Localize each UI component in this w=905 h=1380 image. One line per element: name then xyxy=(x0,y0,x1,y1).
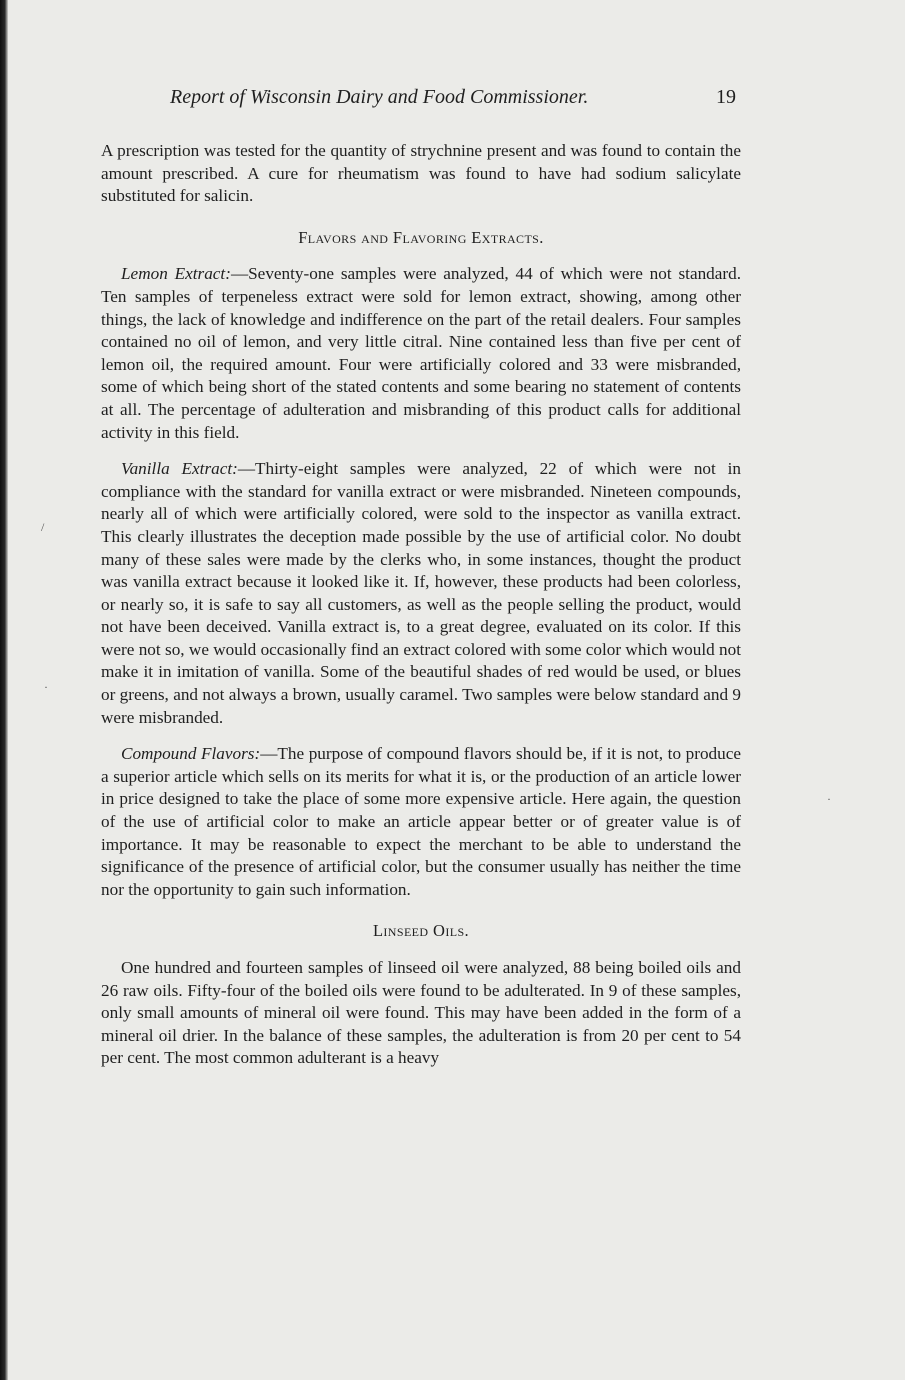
lemon-extract-text: —Seventy-one samples were analyzed, 44 of which were not standard. Ten samples of terpeneless extract were sold for lemon extract, showing, among other things, the lack of knowledge and indifference on the part of the retail dealers. Four samples contained no oil of lemon, and very little citral. Nine contained less than five per cent of lemon oil, the required amount. Four were artificially colored and 33 were misbranded, some of which being short of the stated contents and some bearing no statement of contents at all. The percentage of adulteration and misbranding of this product calls for additional activity in this field. xyxy=(101,264,741,442)
running-title: Report of Wisconsin Dairy and Food Commissioner. xyxy=(170,86,589,108)
vanilla-extract-paragraph xyxy=(101,458,741,729)
page-body xyxy=(101,140,741,1070)
intro-paragraph: A prescription was tested for the quantity of strychnine present and was found to contain the amount prescribed. A cure for rheumatism was found to have had sodium salicylate substituted for salicin. xyxy=(101,141,741,206)
vanilla-extract-text: —Thirty-eight samples were analyzed, 22 of which were not in compliance with the standard for vanilla extract or were misbranded. Nineteen compounds, nearly all of which were artificially colored, were sold to the inspector as vanilla extract. This clearly illustrates the deception made possible by the use of artificial color. No doubt many of these sales were made by the clerks who, in some instances, thought the product was vanilla extract because it looked like it. If, however, these products had been colorless, or nearly so, it is safe to say all customers, as well as the people selling the product, would not have been deceived. Vanilla extract is, to a great degree, evaluated on its color. If this were not so, we would occasionally find an extract colored with some color which would not make it in imitation of vanilla. Some of the beautiful shades of red would be used, or blues or greens, and not always a brown, usually caramel. Two samples were below standard and 9 were misbranded. xyxy=(101,459,742,727)
linseed-oils-paragraph: One hundred and fourteen samples of linseed oil were analyzed, 88 being boiled oils and 26 raw oils. Fifty-four of the boiled oils were found to be adulterated. In 9 of these samples, only small amounts of mineral oil were found. This may have been added in the form of a mineral oil drier. In the balance of these samples, the adulteration is from 20 per cent to 54 per cent. The most common adulterant is a heavy xyxy=(101,958,741,1068)
margin-mark: / xyxy=(41,520,45,534)
vanilla-extract-lead: Vanilla Extract: xyxy=(121,459,238,479)
linseed-section-heading: Linseed Oils. xyxy=(372,921,470,941)
compound-flavors-paragraph xyxy=(101,743,741,901)
lemon-extract-lead: Lemon Extract: xyxy=(121,264,231,284)
compound-flavors-text: —The purpose of compound flavors should be, if it is not, to produce a superior article which sells on its merits for what it is, or the production of an article lower in price designed to take the place of some more expensive article. Here again, the question of the use of artificial color to make an article appear better or of greater value is of importance. It may be reasonable to expect the merchant to be able to understand the significance of the presence of artificial color, but the consumer usually has neither the time nor the opportunity to gain such information. xyxy=(101,744,741,899)
margin-dot: · xyxy=(44,680,48,694)
compound-flavors-lead: Compound Flavors: xyxy=(121,744,261,764)
page-header xyxy=(170,86,736,116)
flavors-section-heading: Flavors and Flavoring Extracts. xyxy=(298,227,544,247)
margin-dot: · xyxy=(827,792,831,806)
book-spine-edge xyxy=(0,0,8,1380)
page-number: 19 xyxy=(716,86,736,108)
lemon-extract-paragraph xyxy=(101,263,741,444)
